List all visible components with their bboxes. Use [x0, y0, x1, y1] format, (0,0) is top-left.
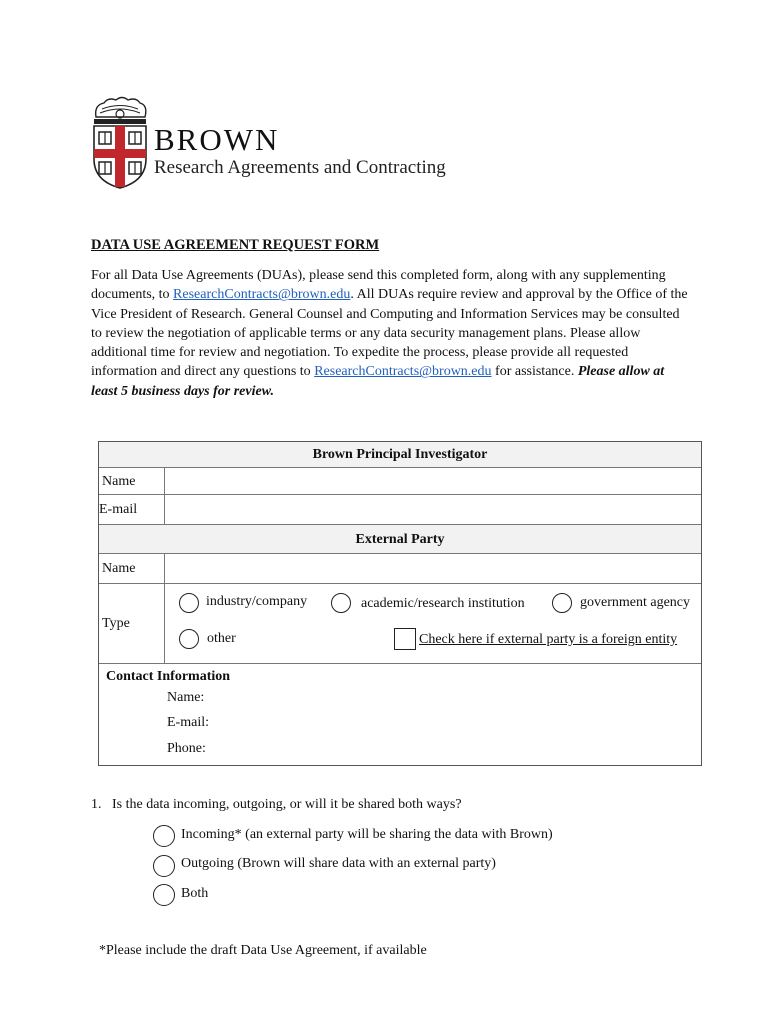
question-1-number: 1.: [91, 797, 102, 812]
email-link[interactable]: ResearchContracts@brown.edu: [173, 287, 351, 303]
radio-other[interactable]: [179, 629, 199, 649]
contact-information-section: [99, 664, 701, 765]
option-incoming: Incoming* (an external party will be sharing the data with Brown): [181, 827, 553, 842]
radio-outgoing[interactable]: [153, 855, 175, 877]
external-name-row: [99, 554, 701, 584]
pi-name-row: [99, 468, 701, 495]
foreign-entity-checkbox[interactable]: [394, 628, 416, 650]
external-name-label: Name: [99, 554, 165, 583]
radio-academic-research[interactable]: [331, 593, 351, 613]
question-1-text: Is the data incoming, outgoing, or will it be shared both ways?: [112, 797, 462, 812]
footnote: *Please include the draft Data Use Agreement, if available: [99, 943, 427, 958]
type-label: Type: [99, 584, 165, 663]
email-link-2[interactable]: ResearchContracts@brown.edu: [314, 364, 492, 380]
intro-paragraph: [91, 266, 691, 401]
review-notice: Please allow at least 5 business days for review.: [91, 364, 665, 399]
request-form-table: [98, 441, 702, 766]
type-options: [165, 584, 701, 663]
radio-incoming[interactable]: [153, 825, 175, 847]
intro-text-1: For all Data Use Agreements (DUAs), please send this completed form, along with any supplementing documents, to: [91, 268, 666, 303]
option-other: other: [207, 631, 236, 646]
brown-crest-logo: [90, 95, 150, 190]
contact-email-label: E-mail:: [167, 715, 209, 730]
option-government-agency: government agency: [580, 595, 691, 610]
external-party-header-label: External Party: [355, 532, 445, 547]
contact-phone-label: Phone:: [167, 741, 206, 756]
pi-name-label: Name: [99, 468, 165, 494]
foreign-entity-label: Check here if external party is a foreign entity: [419, 632, 678, 647]
brand-name: BROWN: [154, 122, 280, 157]
pi-email-field[interactable]: [165, 495, 701, 524]
contact-name-label: Name:: [167, 690, 205, 705]
external-name-field[interactable]: [165, 554, 701, 583]
pi-header-label: Brown Principal Investigator: [312, 447, 488, 462]
option-outgoing: Outgoing (Brown will share data with an external party): [181, 856, 496, 871]
department-name: Research Agreements and Contracting: [154, 157, 446, 178]
external-party-header: [99, 525, 701, 554]
form-title: DATA USE AGREEMENT REQUEST FORM: [91, 237, 380, 253]
radio-industry-company[interactable]: [179, 593, 199, 613]
intro-text-3: for assistance.: [491, 364, 578, 380]
pi-email-label: E-mail: [99, 495, 165, 524]
question-1: [91, 797, 462, 813]
pi-email-row: [99, 495, 701, 525]
radio-government-agency[interactable]: [552, 593, 572, 613]
contact-info-header: Contact Information: [106, 669, 231, 684]
pi-section-header: [99, 442, 701, 468]
pi-name-field[interactable]: [165, 468, 701, 494]
option-academic-research: academic/research institution: [361, 596, 525, 611]
radio-both[interactable]: [153, 884, 175, 906]
option-industry-company: industry/company: [206, 594, 308, 609]
type-row: [99, 584, 701, 664]
option-both: Both: [181, 886, 209, 901]
intro-text-2: . All DUAs require review and approval by the Office of the Vice President of Research. General Counsel and Computing and Information Services may be consulted to review the negotiation of applicable terms or any data security management plans. Please allow additional time for review and negotiation. To expedite the process, please provide all requested information and direct any questions to: [91, 287, 688, 380]
